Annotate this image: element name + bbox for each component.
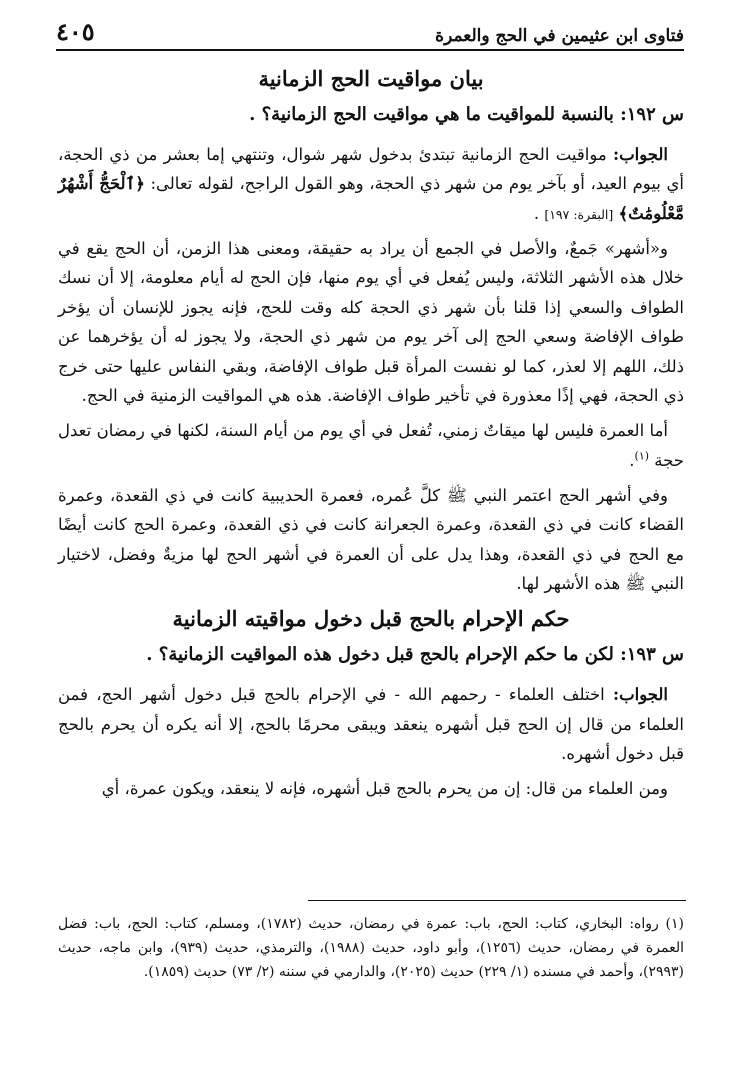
section-heading-time-miqats: بيان مواقيت الحج الزمانية	[258, 66, 484, 91]
answer-text: مواقيت الحج الزمانية تبتدئ بدخول شهر شوال، وتنتهي إما بعشر من ذي الحجة، أي بيوم العيد، أو بآخر يوم من شهر ذي الحجة، وهو القول الراجح، لقوله تعالى:	[58, 145, 684, 194]
verse-reference: [البقرة: ١٩٧]	[544, 206, 614, 222]
footnote-marker: (١)	[634, 449, 650, 463]
umrah-end: .	[629, 450, 635, 470]
paragraph-umrah	[58, 416, 684, 475]
paragraph-prophet-umrahs: وفي أشهر الحج اعتمر النبي ﷺ كلَّ عُمره، فعمرة الحديبية كانت في ذي القعدة، وعمرة القضاء كانت في ذي القعدة، وعمرة الجعرانة كانت في ذي القعدة، وعمرة الحج كانت أيضًا مع الحج في ذي القعدة، وهذا يدل على أن العمرة في أشهر الحج لها مزيةٌ وفضل، لاختيار النبي ﷺ هذه الأشهر لها.	[58, 485, 684, 594]
footnote-divider	[308, 900, 686, 901]
running-title: فتاوى ابن عثيمين في الحج والعمرة	[435, 26, 684, 46]
page-header	[56, 18, 684, 51]
question-192: س ١٩٢: بالنسبة للمواقيت ما هي مواقيت الحج الزمانية؟ .	[249, 104, 684, 125]
paragraph-other-scholars: ومن العلماء من قال: إن من يحرم بالحج قبل أشهره، فإنه لا ينعقد، ويكون عمرة، أي	[101, 779, 668, 799]
answer-192-paragraph	[58, 140, 684, 228]
answer-193-paragraph	[58, 680, 684, 768]
page-number: ٤٠٥	[56, 17, 95, 46]
section-heading-ihram-ruling: حكم الإحرام بالحج قبل دخول مواقيته الزمانية	[172, 606, 570, 632]
answer-text-2: اختلف العلماء - رحمهم الله - في الإحرام بالحج قبل دخول أشهر الحج، فمن العلماء من قال إن الحج قبل أشهره ينعقد ويبقى محرمًا بالحج، إلا أنه يكره أن يحرم بالحج قبل دخول أشهره.	[58, 685, 684, 764]
footnote: (١) رواه: البخاري، كتاب: الحج، باب: عمرة في رمضان، حديث (١٧٨٢)، ومسلم، كتاب: الحج، باب: فضل العمرة في رمضان، حديث (١٢٥٦)، وأبو داود، حديث (١٩٨٨)، والترمذي، حديث (٩٣٩)، وابن ماجه، حديث (٢٩٩٣)، وأحمد في مسنده (١/ ٢٢٩) حديث (٢٠٢٥)، والدارمي في سننه (٢/ ٧٣) حديث (١٨٥٩).	[58, 916, 685, 981]
verse-trailer: .	[533, 203, 545, 223]
answer-label: الجواب:	[613, 145, 668, 164]
answer-label-2: الجواب:	[613, 685, 668, 705]
page-content	[58, 66, 684, 810]
question-193: س ١٩٣: لكن ما حكم الإحرام بالحج قبل دخول هذه المواقيت الزمانية؟ .	[146, 644, 684, 666]
umrah-text: أما العمرة فليس لها ميقاتٌ زمني، تُفعل في أي يوم من أيام السنة، لكنها في رمضان تعدل حجة	[58, 421, 684, 470]
paragraph-ashhur: و«أشهر» جَمعٌ، والأصل في الجمع أن يراد به حقيقة، ومعنى هذا الزمن، أن الحج يقع في خلال هذه الأشهر الثلاثة، وليس يُفعل في أي يوم منها، فإن الحج له أيام معلومة، إلا أن نسك الطواف والسعي إذا قلنا بأن شهر ذي الحجة كله وقت للحج، فإنه يجوز للإنسان أن يؤخر طواف الإفاضة وسعي الحج إلى آخر يوم من شهر ذي الحجة، ولا يجوز له أن يؤخرهما عن ذلك، اللهم إلا لعذر، كما لو نفست المرأة قبل طواف الإفاضة، وبقي النفاس عليها حتى خرج ذي الحجة، فهي إذًا معذورة في تأخير طواف الإفاضة. هذه هي المواقيت الزمنية في الحج.	[58, 239, 684, 405]
quran-verse: ﴿ٱلْحَجُّ أَشْهُرٌ مَّعْلُومَٰتٌ﴾	[58, 174, 684, 223]
